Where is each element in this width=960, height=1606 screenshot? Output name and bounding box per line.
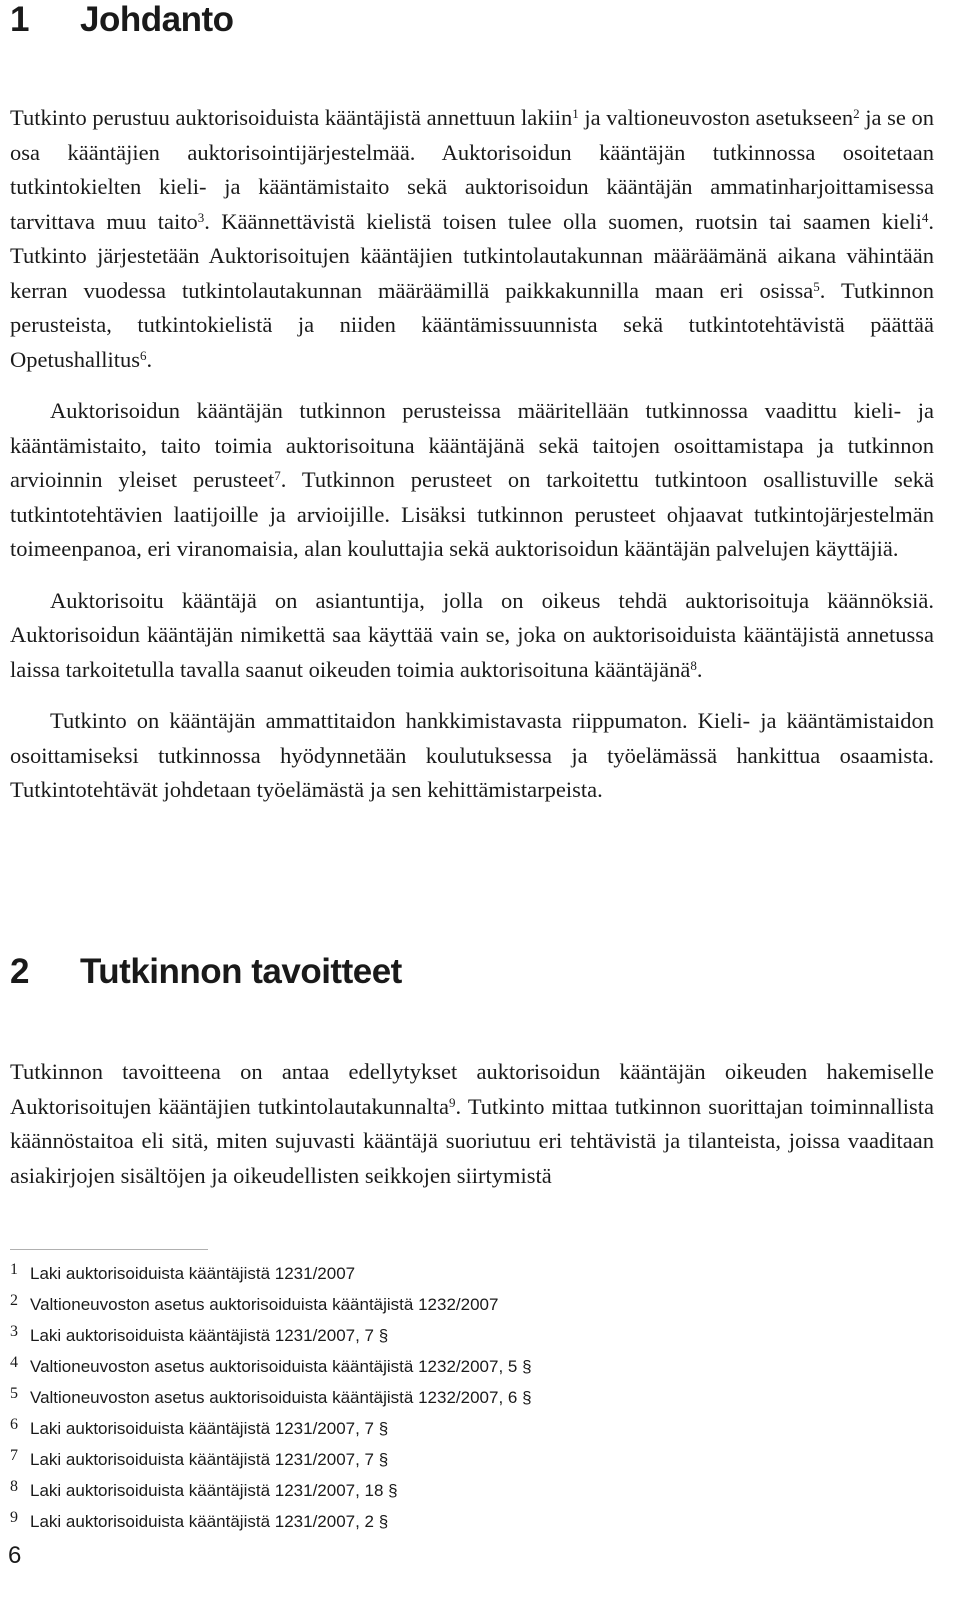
text-run: . [146,346,153,372]
footnote-number: 2 [10,1292,18,1309]
footnote-ref-7: 7 [274,468,281,483]
footnote-number: 4 [10,1354,18,1371]
footnote-item [10,1471,710,1502]
section-2-number: 2 [10,952,29,991]
footnote-ref-5: 5 [813,278,820,294]
footnote-number: 7 [10,1447,18,1464]
footnote-item [10,1378,710,1409]
section-2-title: Tutkinnon tavoitteet [80,952,402,991]
footnote-number: 8 [10,1478,18,1495]
footnote-ref-9: 9 [449,1094,456,1110]
footnote-divider [10,1249,208,1250]
footnote-item [10,1316,710,1347]
footnote-text: Valtioneuvoston asetus auktorisoiduista kääntäjistä 1232/2007, 5 § [30,1357,532,1376]
section-2-body [10,1055,934,1193]
text-run: Auktorisoitu kääntäjä on asiantuntija, jolla on oikeus tehdä auktorisoituja käännöksiä. Auktorisoidun kääntäjän nimikettä saa käyttää vain se, joka on auktorisoiduista kääntäjistä annetussa laissa tarkoitetulla tavalla saanut oikeuden toimia auktorisoituna kääntäjänä [10,587,934,682]
footnote-item [10,1440,710,1471]
footnote-text: Valtioneuvoston asetus auktorisoiduista kääntäjistä 1232/2007, 6 § [30,1388,532,1407]
footnote-ref-2: 2 [853,106,860,121]
footnote-number: 5 [10,1385,18,1402]
footnote-text: Laki auktorisoiduista kääntäjistä 1231/2007, 7 § [30,1326,389,1345]
text-run: . [696,656,703,682]
footnote-ref-1: 1 [572,106,579,121]
footnote-text: Laki auktorisoiduista kääntäjistä 1231/2007, 7 § [30,1450,389,1469]
text-run: . Tutkinto järjestetään Auktorisoitujen kääntäjien tutkintolautakunnan määräämänä aikana vähintään kerran vuodessa tutkintolautakunnan määräämillä paikkakunnilla maan eri osissa [10,208,935,303]
text-run: Auktorisoidun kääntäjän tutkinnon perusteissa määritellään tutkinnossa vaadittu kieli- ja kääntämistaito, taito toimia auktorisoituna kääntäjänä sekä taitojen osoittamistapa ja tutkinnon arvioinnin yleiset perusteet [10,398,934,492]
text-run: . Tutkinnon perusteet on tarkoitettu tutkintoon osallistuville sekä tutkintotehtävien laatijoille ja arvioijille. Lisäksi tutkinnon perusteet ohjaavat tutkintojärjestelmän toimeenpanoa, eri viranomaisia, alan kouluttajia sekä auktorisoidun kääntäjän palvelujen käyttäjiä. [10,467,934,561]
footnote-item [10,1409,710,1440]
footnote-text: Laki auktorisoiduista kääntäjistä 1231/2007, 2 § [30,1512,389,1531]
footnote-item [10,1254,710,1285]
section-2-paragraph-1 [10,1055,934,1193]
section-1-paragraph-3 [10,584,934,688]
text-run: Tutkinnon tavoitteena on antaa edellytykset auktorisoidun kääntäjän oikeuden hakemiselle Auktorisoitujen kääntäjien tutkintolautakunnalta [10,1059,934,1119]
footnote-text: Laki auktorisoiduista kääntäjistä 1231/2007, 7 § [30,1419,389,1438]
page-number: 6 [8,1542,22,1569]
footnote-number: 3 [10,1323,18,1340]
footnote-text: Laki auktorisoiduista kääntäjistä 1231/2007, 18 § [30,1481,398,1500]
footnote-ref-4: 4 [921,209,929,225]
text-run: ja valtioneuvoston asetukseen [578,105,854,130]
text-run: Tutkinto on kääntäjän ammattitaidon hankkimistavasta riippumaton. Kieli- ja kääntämistaidon osoittamiseksi tutkinnossa hyödynnetään koulutuksessa ja työelämässä hankittua osaamista. Tutkintotehtävät johdetaan työelämästä ja sen kehittämistarpeista. [10,708,934,802]
footnote-ref-3: 3 [197,209,205,225]
footnote-number: 1 [10,1261,18,1278]
text-run: . Tutkinto mittaa tutkinnon suorittajan toiminnallista käännöstaitoa eli sitä, miten sujuvasti kääntäjä suoriutuu eri tehtävistä ja tilanteista, joissa vaaditaan asiakirjojen sisältöjen ja oikeudellisten seikkojen siirtymistä [10,1093,934,1188]
footnote-ref-8: 8 [690,657,697,673]
text-run: ja se on osa kääntäjien auktorisointijärjestelmää. Auktorisoidun kääntäjän tutkinnossa osoitetaan tutkintokielten kieli- ja kääntämistaito sekä auktorisoidun kääntäjän ammatinharjoittamisessa tarvittava muu taito [10,105,935,234]
section-1-title: Johdanto [80,0,234,39]
footnote-text: Laki auktorisoiduista kääntäjistä 1231/2007 [30,1264,356,1283]
footnote-item [10,1285,710,1316]
text-run: . Tutkinnon perusteista, tutkintokielistä ja niiden kääntämissuunnista sekä tutkintotehtävistä päättää Opetushallitus [10,277,934,372]
section-1-heading [10,0,233,40]
text-run: . Käännettävistä kielistä toisen tulee olla suomen, ruotsin tai saamen kieli [204,208,922,234]
section-1-paragraph-4 [10,704,934,808]
text-run: Tutkinto perustuu auktorisoiduista kääntäjistä annettuun lakiin [10,105,573,130]
section-1-paragraph-2 [10,394,934,567]
section-1-body [10,101,934,808]
section-1-number: 1 [10,0,29,39]
footnotes [10,1254,710,1533]
footnote-item [10,1502,710,1533]
footnote-number: 6 [10,1416,18,1433]
footnote-number: 9 [10,1509,18,1526]
section-2-heading [10,952,402,992]
section-1-paragraph-1 [10,101,934,377]
footnote-ref-6: 6 [140,347,147,363]
footnote-text: Valtioneuvoston asetus auktorisoiduista kääntäjistä 1232/2007 [30,1295,499,1314]
footnote-item [10,1347,710,1378]
